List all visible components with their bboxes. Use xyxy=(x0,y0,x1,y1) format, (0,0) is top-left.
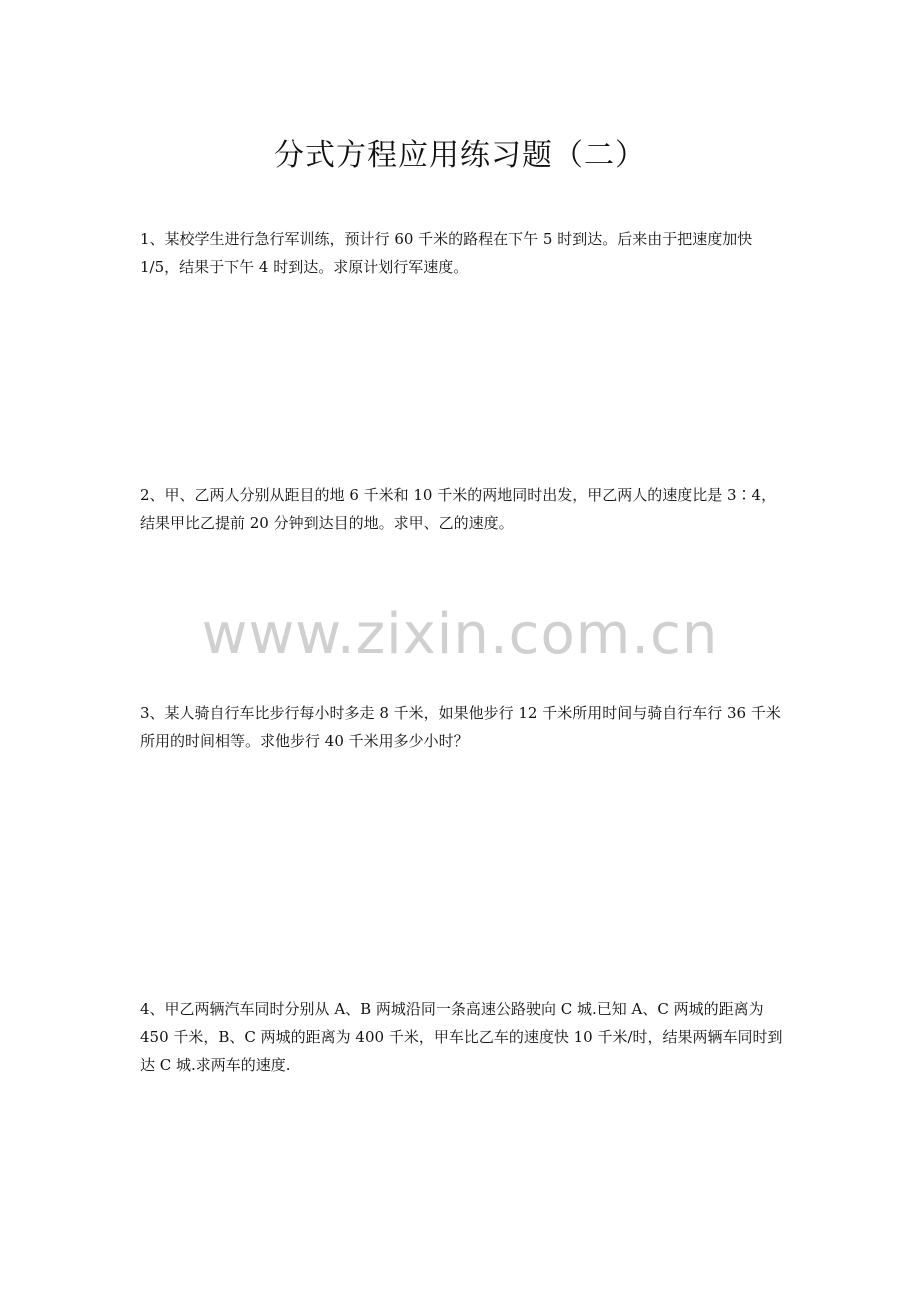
question-4: 4、甲乙两辆汽车同时分别从 A、B 两城沿同一条高速公路驶向 C 城.已知 A、C 两城的距离为 450 千米，B、C 两城的距离为 400 千米，甲车比乙车的速度快 10 千米/时，结果两辆车同时到达 C 城.求两车的速度. xyxy=(140,1000,783,1074)
question-3: 3、某人骑自行车比步行每小时多走 8 千米，如果他步行 12 千米所用时间与骑自行车行 36 千米所用的时间相等。求他步行 40 千米用多少小时？ xyxy=(140,704,781,750)
watermark-text: www.zixin.com.cn xyxy=(201,602,719,667)
page-title: 分式方程应用练习题（二） xyxy=(274,138,646,174)
question-1: 1、某校学生进行急行军训练，预计行 60 千米的路程在下午 5 时到达。后来由于把速度加快 1/5，结果于下午 4 时到达。求原计划行军速度。 xyxy=(140,230,753,276)
question-2: 2、甲、乙两人分别从距目的地 6 千米和 10 千米的两地同时出发，甲乙两人的速度比是 3∶4，结果甲比乙提前 20 分钟到达目的地。求甲、乙的速度。 xyxy=(140,486,777,532)
